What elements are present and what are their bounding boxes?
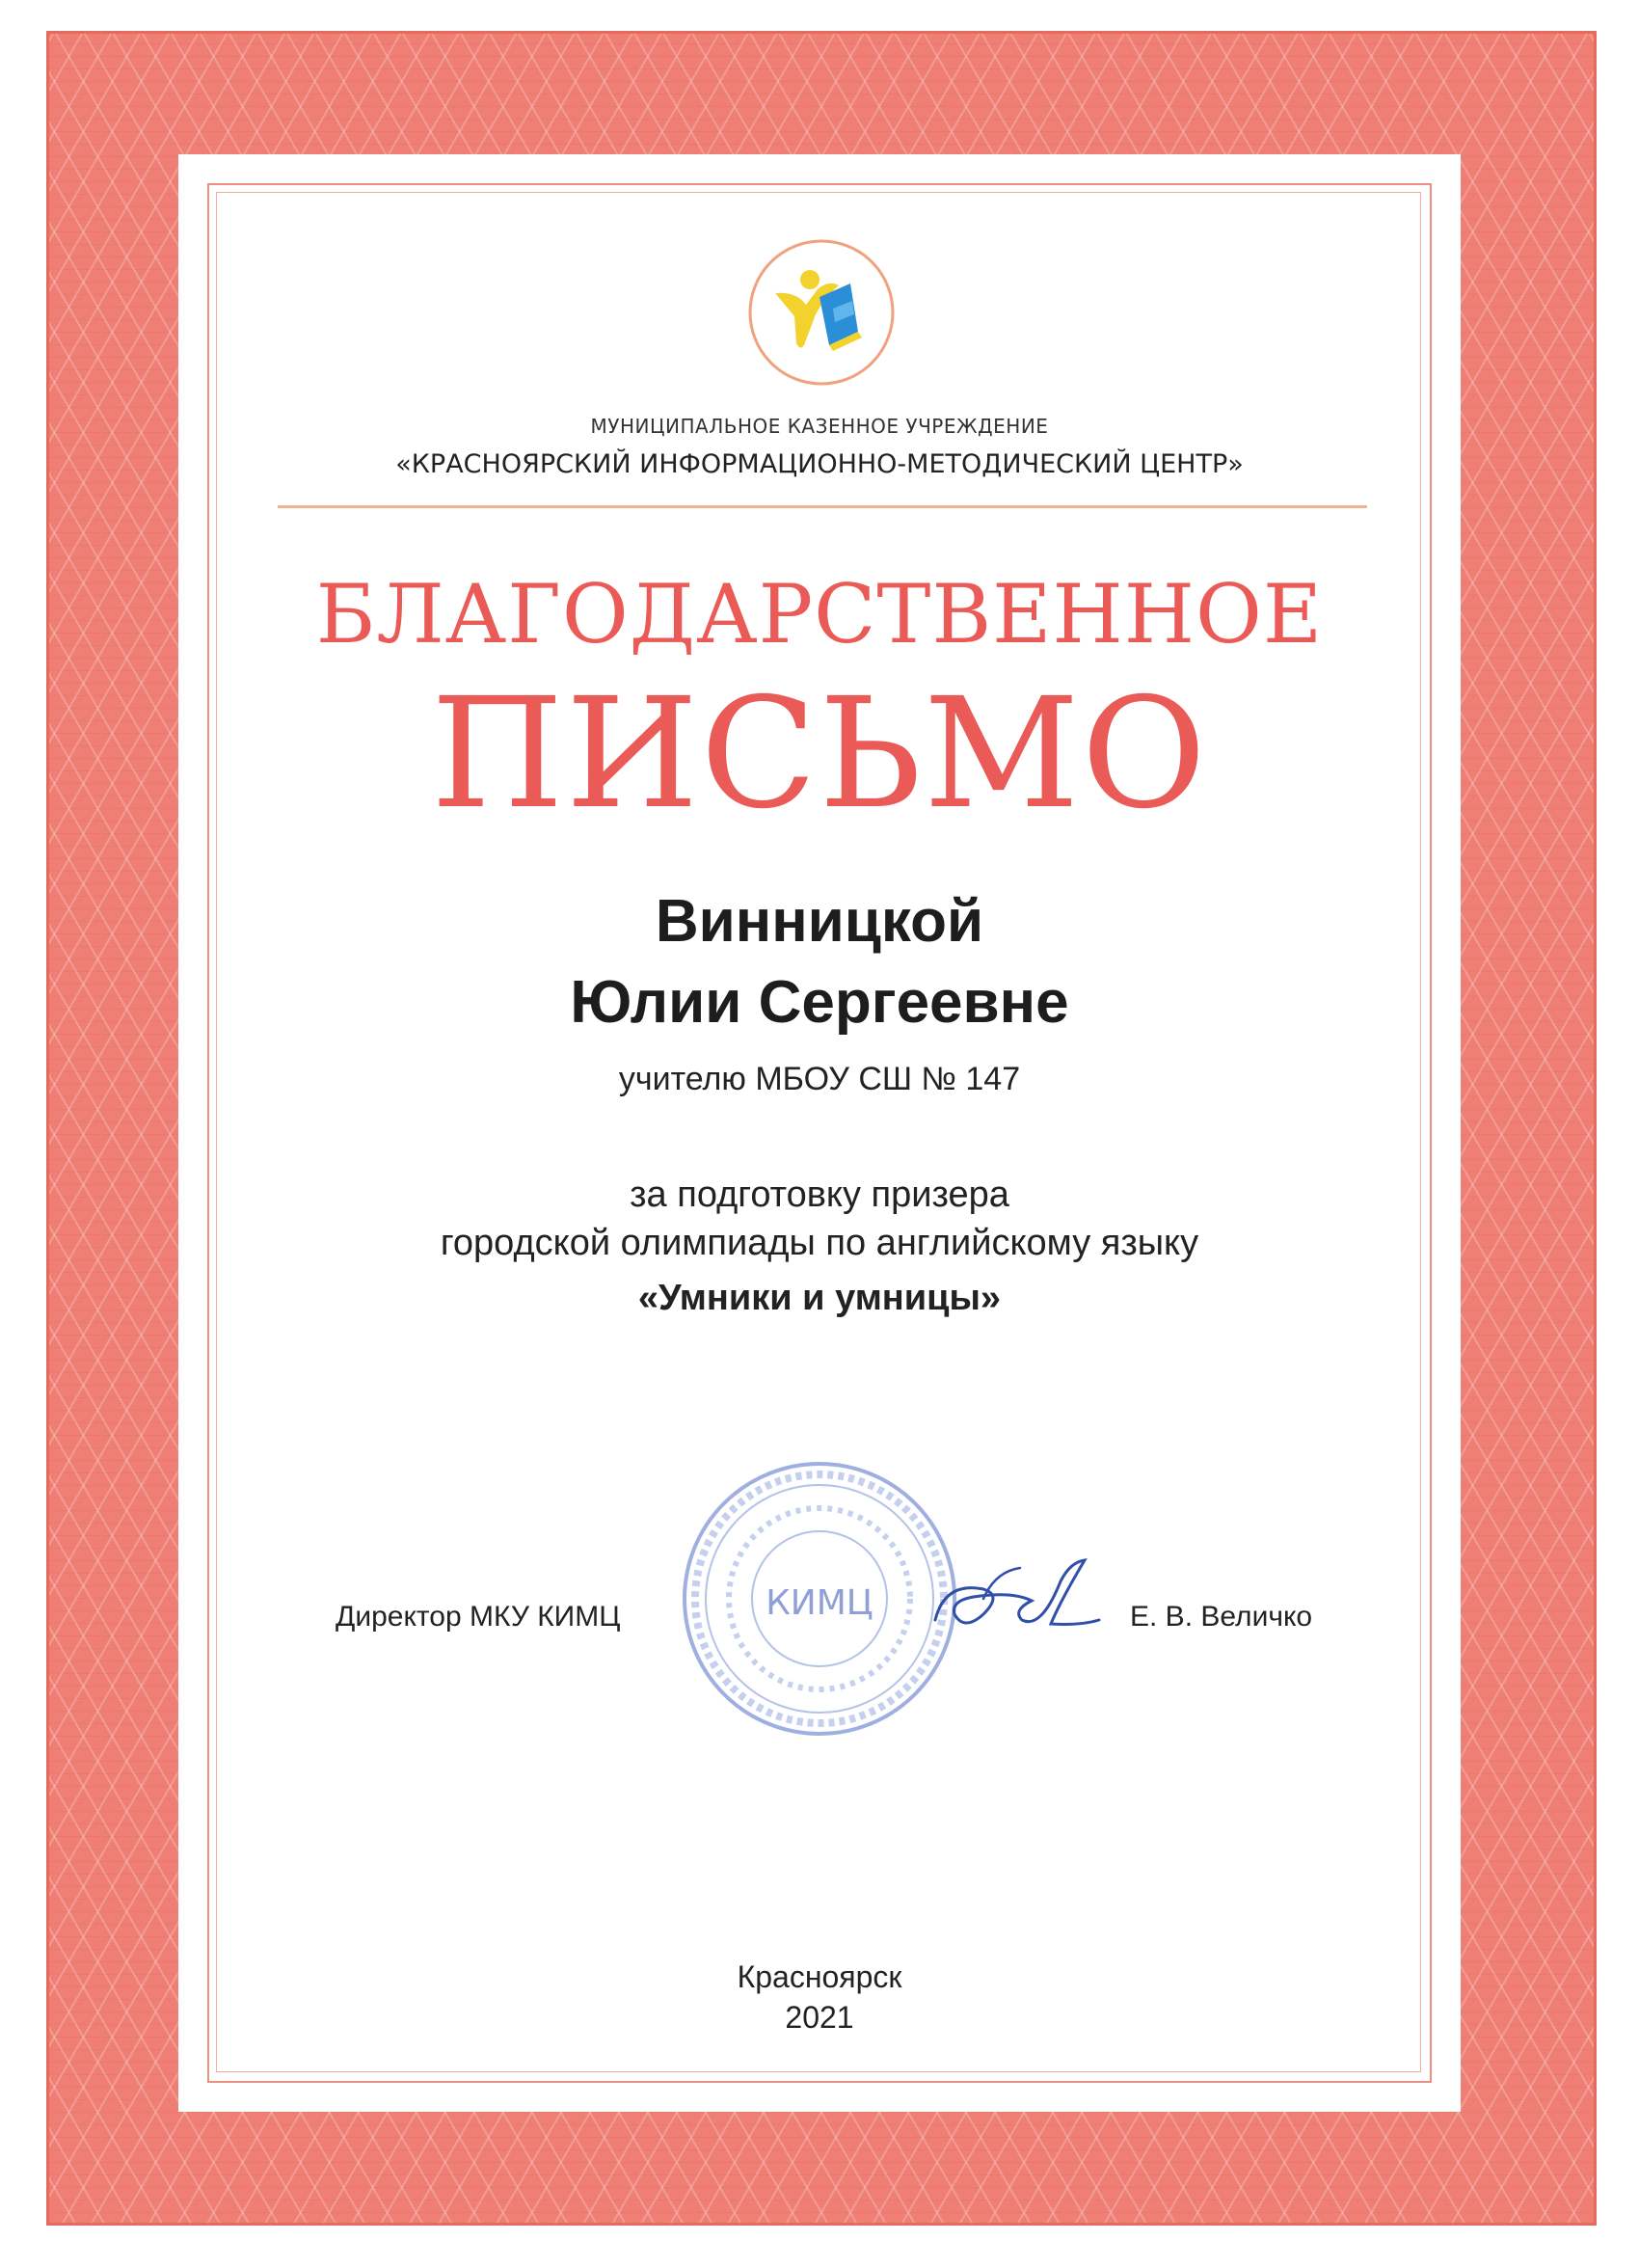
- document-title-line1: БЛАГОДАРСТВЕННОЕ: [315, 567, 1324, 662]
- reason-line2: городской олимпиады по английскому языку: [440, 1223, 1199, 1263]
- stamp-label: КИМЦ: [766, 1583, 873, 1623]
- issue-year: 2021: [785, 2000, 854, 2035]
- reason-line1: за подготовку призера: [630, 1174, 1009, 1215]
- organization-type: МУНИЦИПАЛЬНОЕ КАЗЕННОЕ УЧРЕЖДЕНИЕ: [590, 415, 1049, 438]
- signatory-name: Е. В. Величко: [1130, 1601, 1313, 1633]
- person-with-book-logo-icon: [746, 237, 897, 388]
- director-signature: [916, 1543, 1109, 1659]
- recipient-position: учителю МБОУ СШ № 147: [618, 1061, 1021, 1097]
- recipient-given-names: Юлии Сергеевне: [570, 969, 1069, 1036]
- signatory-title: Директор МКУ КИМЦ: [336, 1601, 621, 1633]
- document-title-line2: ПИСЬМО: [430, 665, 1209, 843]
- reason-line3: «Умники и умницы»: [637, 1278, 1002, 1318]
- recipient-surname: Винницкой: [655, 888, 984, 955]
- issue-city: Красноярск: [737, 1959, 902, 1994]
- organization-name: «КРАСНОЯРСКИЙ ИНФОРМАЦИОННО-МЕТОДИЧЕСКИЙ ЦЕНТР»: [395, 449, 1244, 479]
- header-divider: [278, 505, 1367, 508]
